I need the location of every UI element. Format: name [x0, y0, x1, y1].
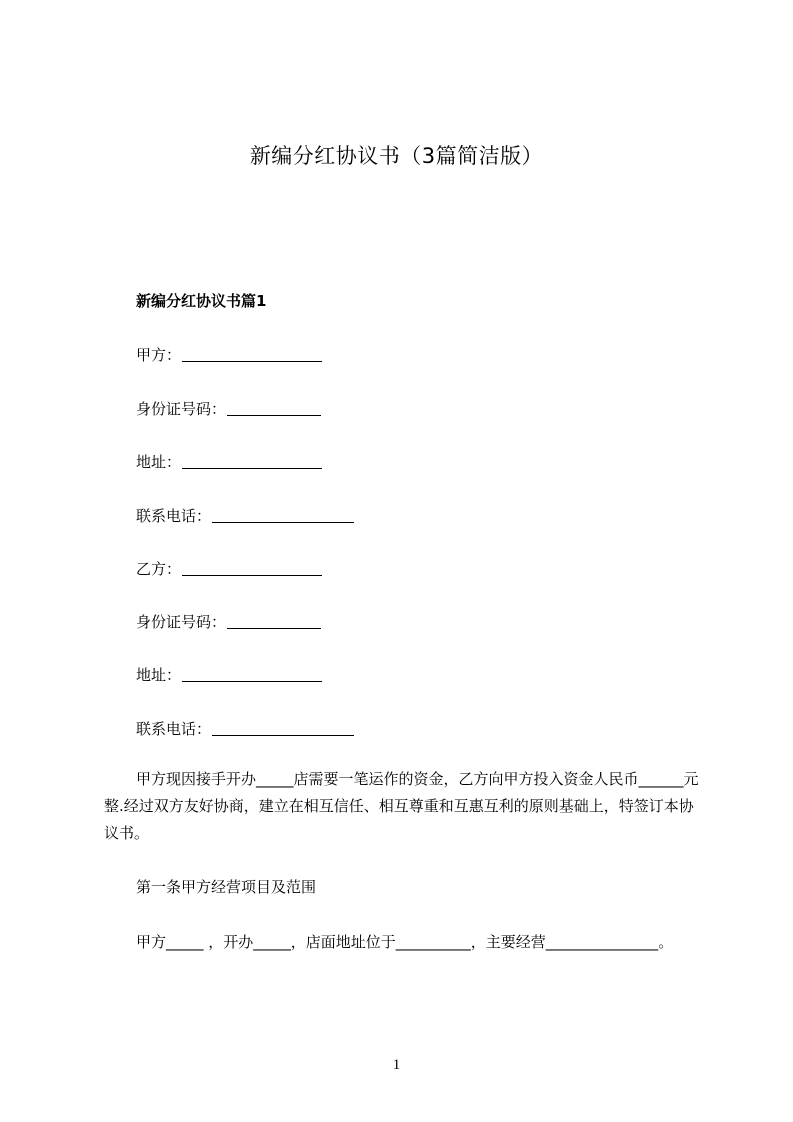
- party-b-id-blank: [227, 612, 321, 629]
- party-b-field: [136, 557, 322, 581]
- party-b-id-field: [136, 610, 321, 634]
- section-heading: 新编分红协议书篇1: [136, 292, 267, 310]
- party-a-label: 甲方：: [136, 346, 182, 364]
- party-a-blank: [182, 345, 322, 362]
- party-b-address-field: [136, 663, 322, 687]
- party-a-id-label: 身份证号码：: [136, 400, 227, 418]
- intro-paragraph: 甲方现因接手开办_____店需要一笔运作的资金，乙方向甲方投入资金人民币______元整.经过双方友好协商，建立在相互信任、相互尊重和互惠互利的原则基础上，特签订本协议书。: [104, 770, 699, 842]
- document-title: 新编分红协议书（3篇简洁版）: [249, 144, 544, 168]
- party-b-blank: [182, 559, 322, 576]
- party-b-phone-label: 联系电话：: [136, 720, 212, 738]
- party-a-phone-label: 联系电话：: [136, 507, 212, 525]
- party-a-phone-field: [136, 504, 354, 528]
- party-a-address-blank: [182, 452, 322, 469]
- party-a-address-label: 地址：: [136, 453, 182, 471]
- party-b-address-blank: [182, 665, 322, 682]
- party-a-address-field: [136, 450, 322, 474]
- page-number: 1: [392, 1057, 401, 1073]
- article-1-body: 甲方_____ ，开办_____，店面地址位于__________，主要经营_______________。: [136, 933, 674, 951]
- party-a-id-field: [136, 397, 321, 421]
- party-b-phone-blank: [212, 719, 354, 736]
- party-b-label: 乙方：: [136, 560, 182, 578]
- party-b-address-label: 地址：: [136, 666, 182, 684]
- party-b-id-label: 身份证号码：: [136, 613, 227, 631]
- party-a-phone-blank: [212, 506, 354, 523]
- party-a-id-blank: [227, 399, 321, 416]
- party-b-phone-field: [136, 717, 354, 741]
- party-a-field: [136, 343, 322, 367]
- article-1-heading: 第一条甲方经营项目及范围: [136, 878, 317, 896]
